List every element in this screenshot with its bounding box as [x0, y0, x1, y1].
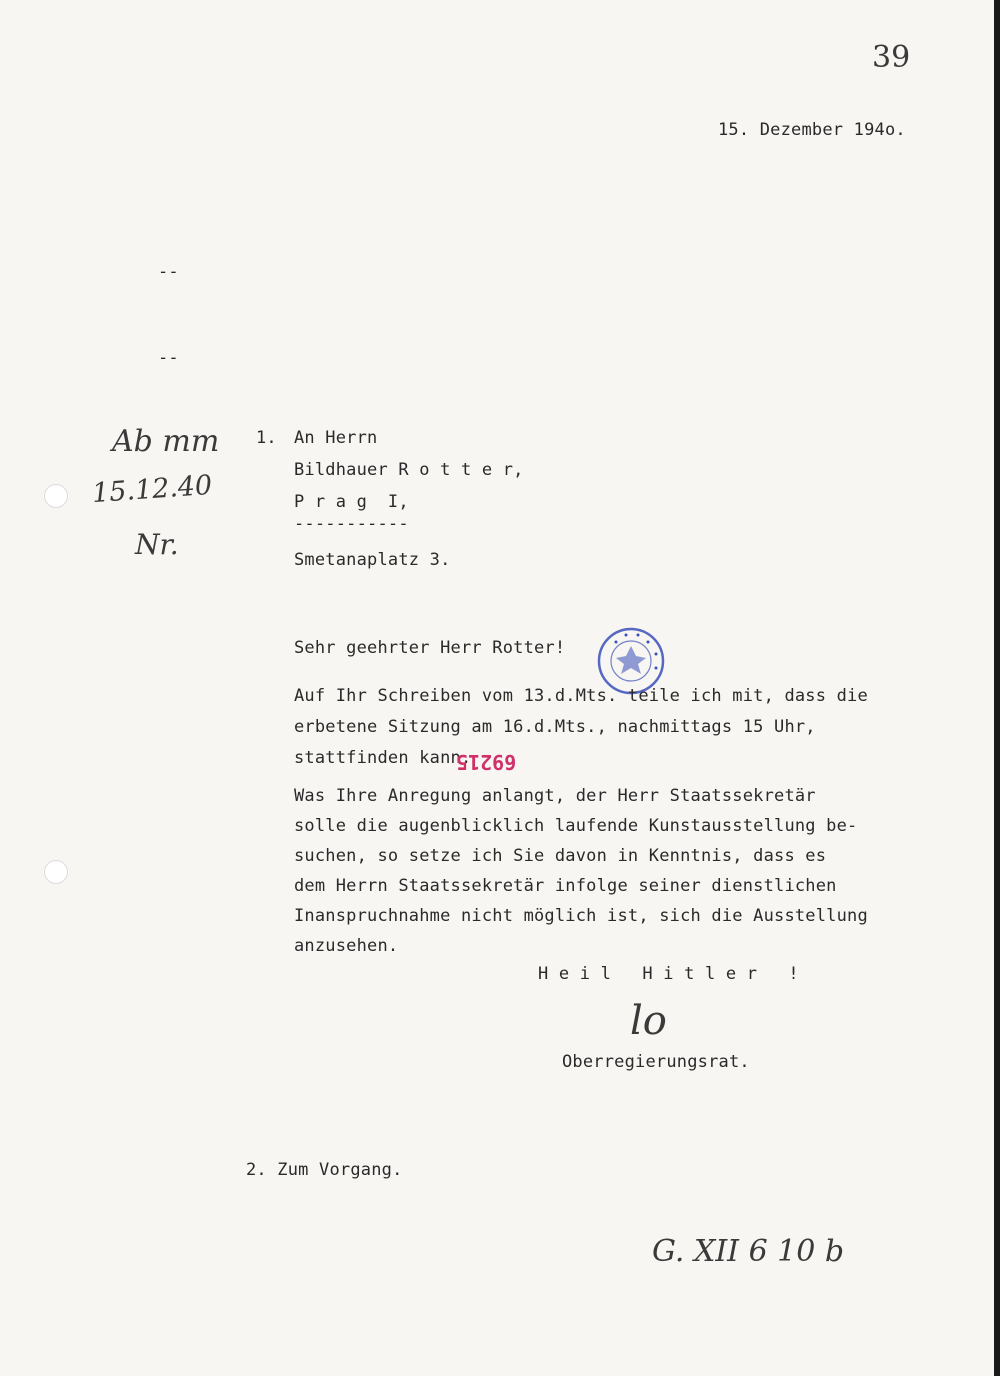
body-line-9: anzusehen. — [294, 936, 399, 956]
page-number: 39 — [872, 40, 911, 75]
body-line-1: Auf Ihr Schreiben vom 13.d.Mts. teile ich mit, dass die — [294, 686, 868, 706]
body-line-6: suchen, so setze ich Sie davon in Kenntnis, dass es — [294, 846, 827, 866]
margin-note-line-2: 15.12.40 — [91, 469, 214, 510]
file-reference: G. XII 6 10 b — [652, 1234, 845, 1269]
letter-date: 15. Dezember 194o. — [718, 120, 906, 140]
address-line-4: Smetanaplatz 3. — [294, 550, 451, 570]
body-line-4: Was Ihre Anregung anlangt, der Herr Staatssekretär — [294, 786, 816, 806]
address-line-2: Bildhauer R o t t e r, — [294, 460, 524, 480]
item-2: 2. Zum Vorgang. — [246, 1160, 403, 1180]
margin-note-line-1: Ab mm — [112, 424, 220, 459]
body-line-2: erbetene Sitzung am 16.d.Mts., nachmittags 15 Uhr, — [294, 717, 816, 737]
dash-line-1: -- — [158, 262, 179, 282]
closing-greeting: H e i l H i t l e r ! — [538, 964, 799, 984]
body-line-5: solle die augenblicklich laufende Kunstausstellung be- — [294, 816, 858, 836]
signature: lo — [630, 998, 667, 1044]
punch-hole-bottom — [44, 860, 68, 884]
body-line-8: Inanspruchnahme nicht möglich ist, sich die Ausstellung — [294, 906, 868, 926]
dash-line-2: -- — [158, 348, 179, 368]
margin-note-line-3: Nr. — [135, 528, 179, 561]
address-line-3: P r a g I, — [294, 492, 409, 512]
salutation: Sehr geehrter Herr Rotter! — [294, 638, 566, 658]
signatory-title: Oberregierungsrat. — [562, 1052, 750, 1072]
item-1-number: 1. — [256, 428, 277, 448]
body-line-7: dem Herrn Staatssekretär infolge seiner dienstlichen — [294, 876, 837, 896]
red-number-stamp: 69215 — [456, 750, 517, 774]
body-line-3: stattfinden kann. — [294, 748, 472, 768]
address-underline: ----------- — [294, 514, 409, 534]
address-line-1: An Herrn — [294, 428, 378, 448]
punch-hole-top — [44, 484, 68, 508]
